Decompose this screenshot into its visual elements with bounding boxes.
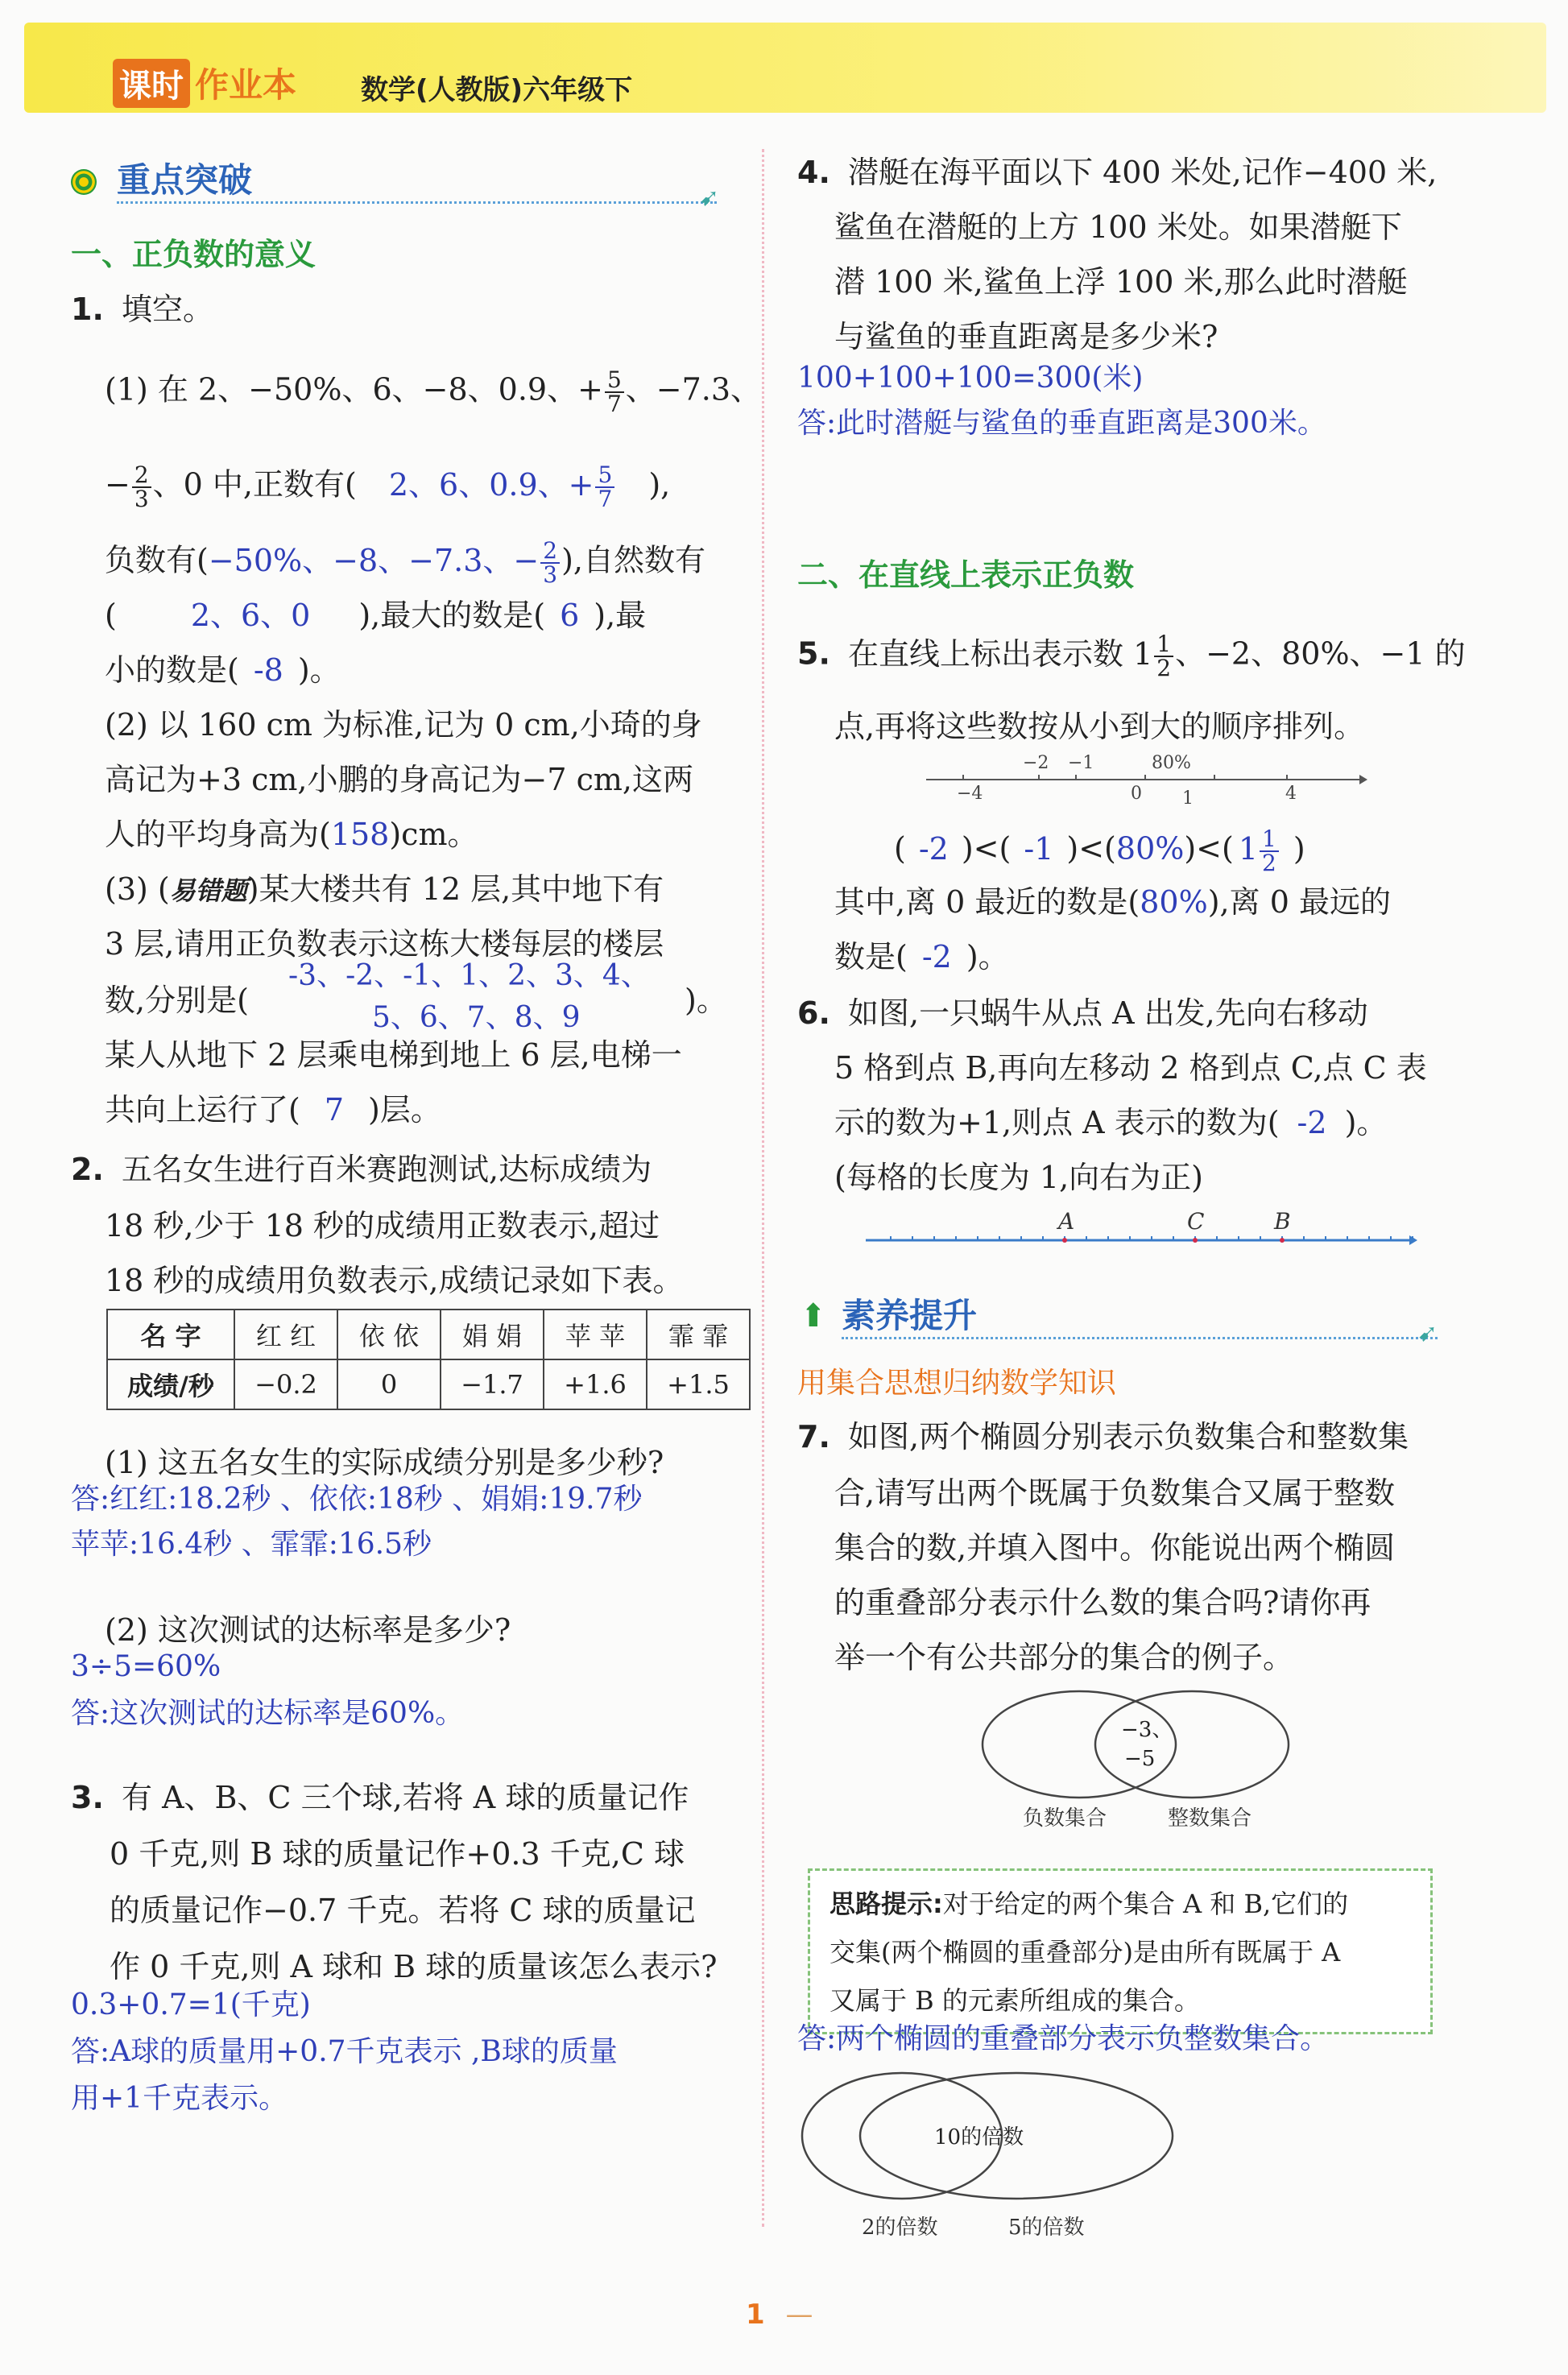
section-title-key-points: 重点突破 — [117, 160, 253, 200]
q1-p3-line1 — [105, 870, 664, 910]
q6-line3 — [834, 1103, 1387, 1142]
q1-p1-l1b: 、−7.3、 — [625, 371, 762, 408]
point-a — [1062, 1238, 1067, 1243]
q1-p3-l5a: 共向上运行了( — [105, 1092, 300, 1128]
q6-number: 6. — [797, 995, 830, 1031]
venn-ellipse-negative — [983, 1691, 1176, 1798]
page-number-value: 1 — [746, 2298, 765, 2331]
q7-l1: 如图,两个椭圆分别表示负数集合和整数集 — [847, 1419, 1409, 1454]
brand-logo-b: 作业本 — [195, 65, 297, 105]
order-lt-3: )<( — [1184, 830, 1234, 867]
subsection-number-line: 二、在直线上表示正负数 — [797, 557, 1135, 593]
table-cell: 依 依 — [337, 1310, 441, 1359]
q1-p3-l5b: )层。 — [368, 1092, 441, 1128]
frac-numerator: 2 — [540, 540, 560, 564]
venn-ellipse-integer — [1095, 1691, 1289, 1798]
tick-label-neg4: −4 — [957, 784, 983, 804]
venn2-label-5: 5的倍数 — [1008, 2216, 1085, 2240]
q1-p1-l4c: ),最 — [594, 598, 647, 633]
venn-diagram-multiples — [797, 2068, 1184, 2245]
hint-l1: 对于给定的两个集合 A 和 B,它们的 — [942, 1889, 1349, 1919]
q1-p1-line4 — [105, 596, 646, 635]
q1-p3-line3 — [105, 981, 249, 1020]
q1-p2-line3 — [105, 815, 478, 854]
page-number — [746, 2295, 813, 2334]
q1-p1-l1a: (1) 在 2、−50%、6、−8、0.9、+ — [105, 371, 603, 408]
q2-answer2-line2: 答:这次测试的达标率是60%。 — [71, 1697, 465, 1730]
q2-sub2: (2) 这次测试的达标率是多少? — [105, 1612, 511, 1648]
q1-p1-l3a: 负数有( — [105, 542, 209, 578]
hint-line3: 又属于 B 的元素所组成的集合。 — [830, 1985, 1200, 2016]
order-4-whole: 1 — [1238, 830, 1259, 867]
table-cell: +1.5 — [647, 1359, 750, 1409]
answer-negative-text: −50%、−8、−7.3、− — [208, 542, 540, 578]
q5-number: 5. — [797, 635, 830, 672]
column-divider — [762, 149, 764, 2227]
up-arrow-icon: ⬆ — [800, 1297, 827, 1334]
q3-answer-line2: 答:A球的质量用+0.7千克表示 ,B球的质量 — [71, 2035, 618, 2068]
answer-positive-text: 2、6、0.9、+ — [388, 466, 594, 503]
table-row — [107, 1359, 750, 1409]
q5-line2: 点,再将这些数按从小到大的顺序排列。 — [834, 709, 1365, 744]
q7-line5: 举一个有公共部分的集合的例子。 — [834, 1640, 1294, 1675]
score-table — [106, 1309, 751, 1410]
mark-label-1half: 1 — [1182, 788, 1194, 809]
venn-label-integer: 整数集合 — [1168, 1806, 1252, 1831]
q1-p2-line1: (2) 以 160 cm 为标准,记为 0 cm,小琦的身 — [105, 707, 702, 743]
answer-positive — [388, 461, 616, 512]
fraction-5-7 — [605, 366, 624, 417]
order-1: -2 — [918, 830, 949, 867]
q1-p1-l2a: − — [105, 466, 130, 503]
q4-line3: 潜 100 米,鲨鱼上浮 100 米,那么此时潜艇 — [834, 264, 1408, 300]
order-3: 80% — [1115, 830, 1185, 867]
table-cell: 成绩/秒 — [107, 1359, 234, 1409]
snail-number-line — [862, 1206, 1417, 1255]
q5-l4a: 其中,离 0 最近的数是( — [834, 884, 1140, 920]
q5-line4 — [834, 883, 1391, 921]
section-arrow-icon: ➹ — [699, 184, 720, 212]
frac-denominator: 7 — [606, 391, 622, 417]
q5-line1 — [797, 633, 1466, 680]
q7-answer: 答:两个椭圆的重叠部分表示负整数集合。 — [797, 2022, 1330, 2055]
q4-line4: 与鲨鱼的垂直距离是多少米? — [834, 319, 1218, 354]
q3-line2: 0 千克,则 B 球的质量记作+0.3 千克,C 球 — [110, 1836, 685, 1872]
q7-line4: 的重叠部分表示什么数的集合吗?请你再 — [834, 1585, 1371, 1620]
q4-line2: 鲨鱼在潜艇的上方 100 米处。如果潜艇下 — [834, 209, 1402, 245]
frac-numerator: 5 — [595, 464, 614, 488]
table-cell: 名 字 — [107, 1310, 234, 1359]
q6-line1 — [797, 994, 1368, 1032]
q1-p1-line1 — [105, 366, 762, 417]
q2-line3: 18 秒的成绩用负数表示,成绩记录如下表。 — [105, 1263, 684, 1298]
q7-number: 7. — [797, 1419, 830, 1454]
answer-point-a: -2 — [1297, 1105, 1327, 1140]
q5-l1a: 在直线上标出表示数 1 — [847, 635, 1153, 672]
table-cell: 苹 苹 — [544, 1310, 647, 1359]
q6-l3b: )。 — [1344, 1105, 1388, 1140]
q1-p1-l5a: 小的数是( — [105, 652, 239, 688]
table-cell: 娟 娟 — [441, 1310, 544, 1359]
brand-logo — [113, 58, 296, 108]
q5-line5 — [834, 937, 1009, 976]
q1-p1-l5b: )。 — [297, 652, 341, 688]
hint-label: 思路提示: — [830, 1889, 943, 1919]
q3-answer-line3: 用+1千克表示。 — [71, 2082, 288, 2115]
order-2: -1 — [1024, 830, 1054, 867]
frac-denominator: 2 — [1262, 850, 1276, 876]
q1-p3-line2: 3 层,请用正负数表示这栋大楼每层的楼层 — [105, 926, 664, 962]
venn2-label-2: 2的倍数 — [862, 2216, 938, 2240]
order-open: ( — [894, 830, 906, 867]
hint-line1 — [830, 1885, 1348, 1923]
q2-line1 — [71, 1150, 652, 1189]
q2-answer1-line1: 答:红红:18.2秒 、依依:18秒 、娟娟:19.7秒 — [71, 1483, 643, 1516]
q1-p2-l3b: )cm。 — [389, 817, 478, 852]
answer-farthest-zero: -2 — [921, 939, 952, 974]
q5-l5a: 数是( — [834, 939, 908, 974]
q3-answer-line1: 0.3+0.7=1(千克) — [71, 1988, 311, 2021]
q2-answer1-line2: 苹苹:16.4秒 、霏霏:16.5秒 — [71, 1528, 432, 1561]
frac-denominator: 3 — [543, 561, 558, 588]
subsection-meaning: 一、正负数的意义 — [71, 237, 316, 272]
q3-line3: 的质量记作−0.7 千克。若将 C 球的质量记 — [110, 1893, 696, 1928]
frac-numerator: 2 — [132, 464, 151, 488]
q3-line4: 作 0 千克,则 A 球和 B 球的质量该怎么表示? — [110, 1949, 718, 1984]
section-target-icon — [71, 169, 97, 195]
q4-l1: 潜艇在海平面以下 400 米处,记作−400 米, — [847, 155, 1438, 190]
table-cell: 霏 霏 — [647, 1310, 750, 1359]
q4-answer-line1: 100+100+100=300(米) — [797, 362, 1144, 395]
frac-denominator: 7 — [598, 486, 613, 512]
q2-line2: 18 秒,少于 18 秒的成绩用正数表示,超过 — [105, 1208, 660, 1243]
q1-p1-line3 — [105, 537, 705, 588]
tag-error-prone: 易错题 — [169, 875, 247, 906]
order-lt-2: )<( — [1066, 830, 1116, 867]
answer-nearest-zero: 80% — [1140, 884, 1208, 920]
q1-p3-l3a: 数,分别是( — [105, 983, 249, 1018]
tick-label-4: 4 — [1285, 784, 1297, 804]
fraction-1-2 — [1154, 633, 1173, 680]
answer-floors-line1: -3、-2、-1、1、2、3、4、 — [288, 959, 650, 992]
tick-label-0: 0 — [1131, 784, 1142, 804]
frac-denominator: 3 — [134, 486, 149, 512]
q6-l1: 如图,一只蜗牛从点 A 出发,先向右移动 — [847, 995, 1368, 1031]
order-lt-1: )<( — [961, 830, 1012, 867]
venn-inner-2: −5 — [1124, 1747, 1156, 1771]
q1-p1-l4a: ( — [105, 598, 117, 633]
order-4 — [1238, 825, 1280, 876]
section2-arrow-icon: ➹ — [1417, 1319, 1438, 1347]
q2-answer2-line1: 3÷5=60% — [71, 1650, 221, 1683]
q2-number: 2. — [71, 1152, 104, 1187]
q1-p1-line5 — [105, 651, 341, 689]
q1-p1-l3b: ),自然数有 — [561, 542, 705, 578]
page-number-dash: — — [785, 2298, 813, 2331]
q1-p1-l2b: 、0 中,正数有( — [152, 466, 357, 503]
q5-l1b: 、−2、80%、−1 的 — [1175, 635, 1466, 672]
q1-number: 1. — [71, 292, 104, 327]
table-cell: −1.7 — [441, 1359, 544, 1409]
table-row — [107, 1310, 750, 1359]
hint-line2: 交集(两个椭圆的重叠部分)是由所有既属于 A — [830, 1937, 1341, 1967]
q7-line2: 合,请写出两个既属于负数集合又属于整数 — [834, 1475, 1396, 1511]
q1-p1-l2c: ), — [648, 466, 671, 503]
q1-p3-l1b: )某大楼共有 12 层,其中地下有 — [246, 871, 664, 907]
venn-label-negative: 负数集合 — [1023, 1806, 1107, 1831]
q1-stem-text: 填空。 — [121, 292, 213, 327]
answer-elevator-floors: 7 — [324, 1092, 345, 1128]
q6-line2: 5 格到点 B,再向左移动 2 格到点 C,点 C 表 — [834, 1050, 1427, 1086]
label-b: B — [1274, 1208, 1291, 1235]
q1-p3-line3-close: )。 — [685, 983, 727, 1018]
q1-p1-l4b: ),最大的数是( — [358, 598, 546, 633]
q1-p3-line5 — [105, 1090, 441, 1129]
table-cell: 红 红 — [234, 1310, 337, 1359]
q1-p1-line2 — [105, 461, 671, 512]
point-c — [1193, 1238, 1198, 1243]
table-cell: +1.6 — [544, 1359, 647, 1409]
q4-line1 — [797, 153, 1437, 192]
mark-label-80pct: 80% — [1152, 753, 1191, 773]
section-title-underline — [117, 201, 717, 204]
mark-label-neg2: −2 — [1023, 753, 1049, 773]
q3-line1 — [71, 1778, 689, 1817]
q3-l1: 有 A、B、C 三个球,若将 A 球的质量记作 — [121, 1780, 689, 1815]
q2-l1: 五名女生进行百米赛跑测试,达标成绩为 — [121, 1152, 652, 1187]
venn2-inner: 10的倍数 — [934, 2125, 1024, 2149]
q4-answer-line2: 答:此时潜艇与鲨鱼的垂直距离是300米。 — [797, 407, 1326, 440]
answer-negative — [208, 537, 561, 588]
venn-diagram-negative-integer — [974, 1688, 1329, 1849]
q1-p3-line4: 某人从地下 2 层乘电梯到地上 6 层,电梯一 — [105, 1037, 682, 1073]
q2-sub1: (1) 这五名女生的实际成绩分别是多少秒? — [105, 1445, 664, 1480]
q1-p2-l3a: 人的平均身高为( — [105, 817, 331, 852]
label-a: A — [1058, 1208, 1075, 1235]
q5-order-line — [894, 825, 1305, 876]
number-line-q5 — [918, 749, 1369, 813]
answer-fraction-5-7 — [595, 461, 614, 512]
q5-l5b: )。 — [966, 939, 1009, 974]
q1-p2-line2: 高记为+3 cm,小鹏的身高记为−7 cm,这两 — [105, 762, 693, 797]
answer-fraction-2-3 — [540, 537, 560, 588]
label-c: C — [1187, 1208, 1205, 1235]
q1-p3-l1a: (3) ( — [105, 871, 170, 907]
number-line-arrow — [1359, 775, 1367, 784]
table-cell: 0 — [337, 1359, 441, 1409]
frac-numerator: 5 — [605, 369, 624, 393]
brand-logo-a: 课时 — [113, 59, 190, 108]
mark-label-neg1: −1 — [1068, 753, 1094, 773]
q3-number: 3. — [71, 1780, 104, 1815]
table-cell: −0.2 — [234, 1359, 337, 1409]
answer-average-height: 158 — [330, 817, 390, 852]
answer-floors-line2: 5、6、7、8、9 — [372, 1001, 581, 1034]
frac-denominator: 2 — [1156, 655, 1172, 681]
q1-stem — [71, 290, 213, 329]
q7-line1 — [797, 1417, 1409, 1456]
section-title-literacy: 素养提升 — [842, 1296, 978, 1335]
frac-numerator: 1 — [1154, 633, 1173, 657]
frac-numerator: 1 — [1260, 828, 1279, 852]
venn-inner-1: −3、 — [1121, 1718, 1173, 1742]
section2-underline — [842, 1337, 1438, 1339]
page-subtitle: 数学(人教版)六年级下 — [361, 74, 633, 106]
answer-min: -8 — [253, 652, 283, 688]
subsection-set-thinking: 用集合思想归纳数学知识 — [797, 1367, 1117, 1400]
order-4-fraction — [1260, 825, 1279, 876]
q4-number: 4. — [797, 155, 830, 190]
answer-natural: 2、6、0 — [190, 598, 311, 633]
point-b — [1280, 1238, 1285, 1243]
q6-line4: (每格的长度为 1,向右为正) — [834, 1160, 1203, 1195]
order-close: ) — [1293, 830, 1305, 867]
fraction-2-3 — [132, 461, 151, 512]
q6-l3a: 示的数为+1,则点 A 表示的数为( — [834, 1105, 1280, 1140]
q5-l4b: ),离 0 最远的 — [1207, 884, 1391, 920]
q7-line3: 集合的数,并填入图中。你能说出两个椭圆 — [834, 1530, 1396, 1566]
answer-max: 6 — [560, 598, 580, 633]
